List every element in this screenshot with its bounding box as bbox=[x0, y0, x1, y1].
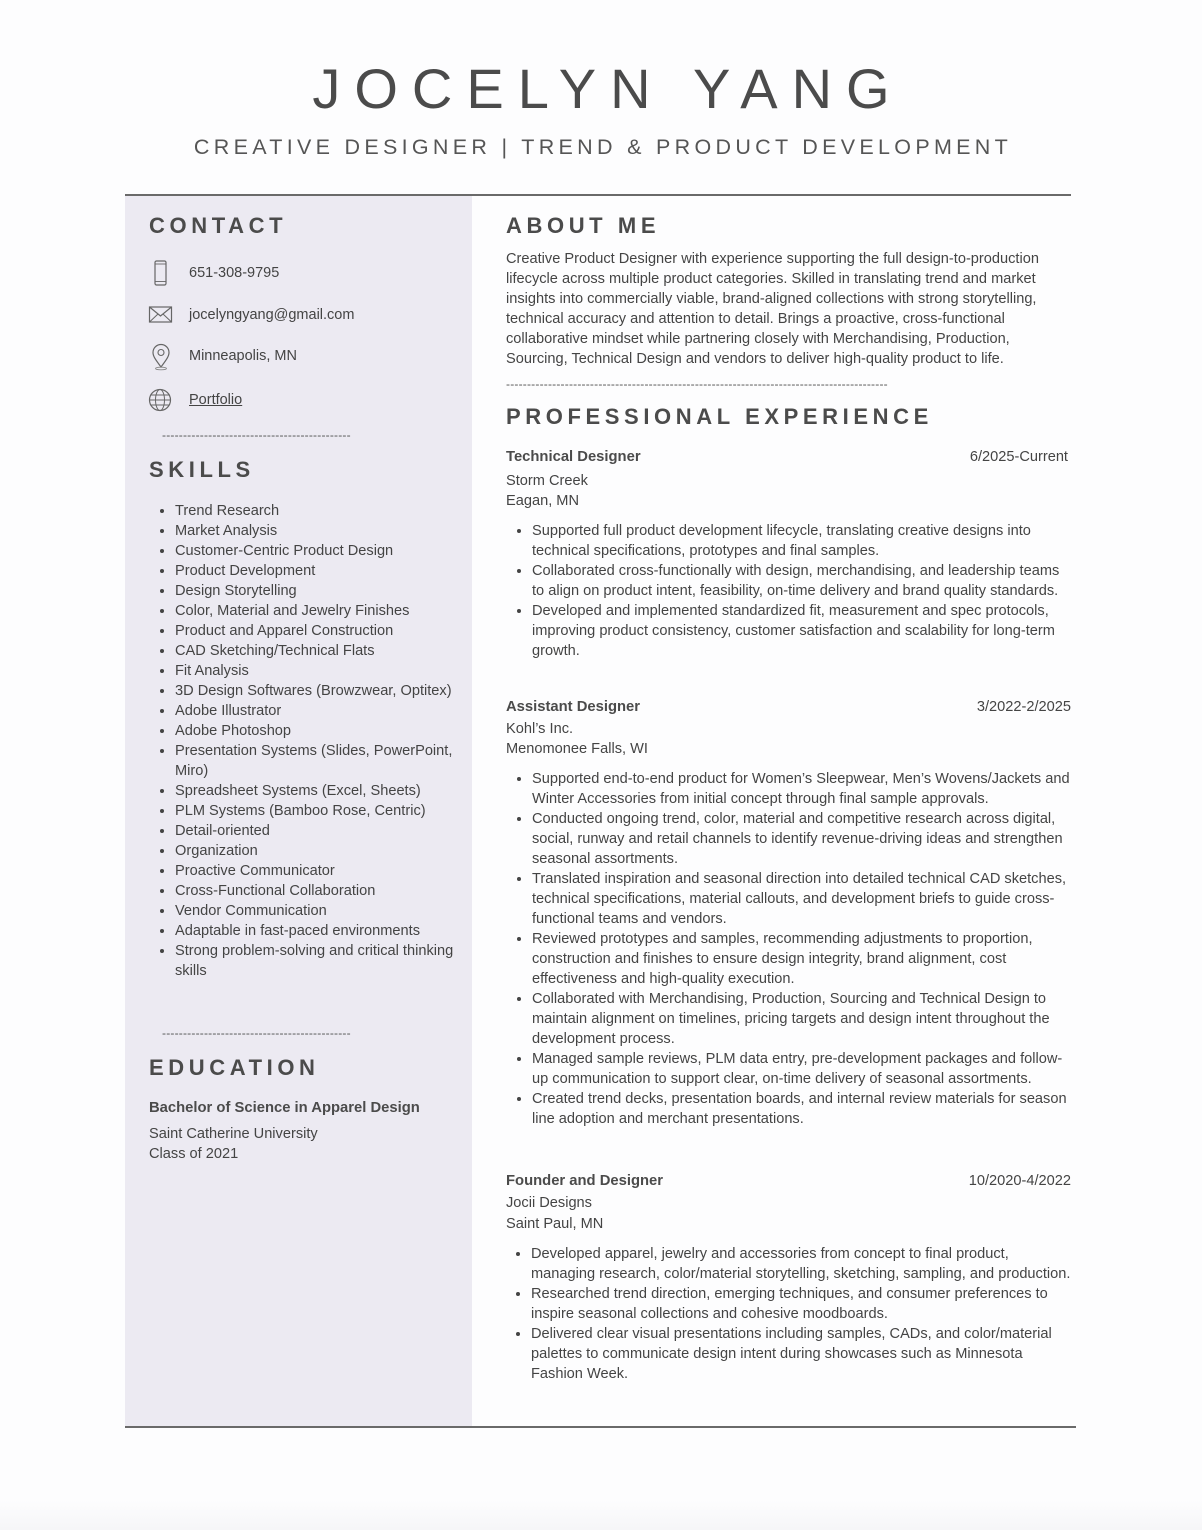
skill-item: • Product and Apparel Construction bbox=[175, 621, 475, 641]
contact-email bbox=[148, 302, 355, 328]
skill-item: • PLM Systems (Bamboo Rose, Centric) bbox=[175, 801, 475, 821]
skill-item: • Fit Analysis bbox=[175, 661, 475, 681]
main-divider: ------------------------------------------------------------------------------------------- bbox=[506, 377, 888, 391]
job-bullet: • Conducted ongoing trend, color, material and competitive research across digital, social, runway and retail channels to identify revenue-driving ideas and strengthen seasonal assortments. bbox=[532, 809, 1072, 869]
job-company: Jocii Designs bbox=[506, 1195, 592, 1211]
job-location: Eagan, MN bbox=[506, 493, 580, 509]
skill-item: • Detail-oriented bbox=[175, 821, 475, 841]
job-bullet: • Developed apparel, jewelry and accessories from concept to final product, managing research, color/material storytelling, sketching, sampling, and production. bbox=[531, 1244, 1071, 1284]
skill-item: • Color, Material and Jewelry Finishes bbox=[175, 601, 475, 621]
job-title: Assistant Designer bbox=[506, 699, 641, 715]
job-bullet: • Managed sample reviews, PLM data entry, pre-development packages and follow-up communication to support clear, on-time delivery of seasonal assortments. bbox=[532, 1049, 1072, 1089]
skills-title: SKILLS bbox=[149, 457, 255, 482]
education-year: Class of 2021 bbox=[149, 1146, 239, 1162]
skill-item: • Adaptable in fast-paced environments bbox=[175, 921, 475, 941]
contact-location-text: Minneapolis, MN bbox=[189, 348, 297, 364]
sidebar-divider-1: --------------------------------------------- bbox=[162, 428, 351, 442]
job-company: Kohl’s Inc. bbox=[506, 721, 574, 737]
mail-icon bbox=[148, 302, 174, 328]
contact-phone bbox=[148, 260, 280, 286]
job-bullet: • Researched trend direction, emerging techniques, and consumer preferences to inspire seasonal collections and cohesive moodboards. bbox=[531, 1284, 1071, 1324]
portfolio-link[interactable]: Portfolio bbox=[189, 392, 243, 408]
education-school: Saint Catherine University bbox=[149, 1126, 318, 1142]
skill-item: • Product Development bbox=[175, 561, 475, 581]
about-title: ABOUT ME bbox=[506, 213, 661, 238]
resume-subtitle: CREATIVE DESIGNER | TREND & PRODUCT DEVELOPMENT bbox=[193, 135, 1013, 159]
contact-email-text: jocelyngyang@gmail.com bbox=[189, 307, 355, 323]
job-date: 6/2025-Current bbox=[969, 449, 1068, 465]
about-text: Creative Product Designer with experience supporting the full design-to-production lifecycle across multiple product categories. Skilled in translating trend and market insights into commercially viable, brand-aligned collections with strong storytelling, technical accuracy and attention to detail. Brings a proactive, cross-functional collaborative mindset while partnering closely with Merchandising, Production, Sourcing, Technical Design and vendors to deliver high-quality product to life. bbox=[506, 251, 1039, 367]
education-degree: Bachelor of Science in Apparel Design bbox=[149, 1100, 420, 1116]
job-bullet: • Translated inspiration and seasonal direction into detailed technical CAD sketches, technical specifications, material callouts, and development briefs to guide cross-functional teams and vendors. bbox=[532, 869, 1072, 929]
job-bullets bbox=[504, 521, 1072, 661]
contact-location bbox=[148, 343, 297, 369]
job-bullet: • Developed and implemented standardized fit, measurement and spec protocols, improving product consistency, customer satisfaction and scalability for long-term growth. bbox=[532, 601, 1072, 661]
job-bullet: • Created trend decks, presentation boards, and internal review materials for season line adoption and merchant presentations. bbox=[532, 1089, 1072, 1129]
skill-item: • Design Storytelling bbox=[175, 581, 475, 601]
job-bullets bbox=[504, 769, 1072, 1129]
sidebar-divider-2: --------------------------------------------- bbox=[162, 1026, 351, 1040]
skill-item: • Cross-Functional Collaboration bbox=[175, 881, 475, 901]
job-title: Technical Designer bbox=[506, 449, 641, 465]
skill-item: • Spreadsheet Systems (Excel, Sheets) bbox=[175, 781, 475, 801]
skill-item: • Market Analysis bbox=[175, 521, 475, 541]
skill-item: • Adobe Illustrator bbox=[175, 701, 475, 721]
job-location: Saint Paul, MN bbox=[506, 1216, 604, 1232]
job-bullet: • Supported end-to-end product for Women’s Sleepwear, Men’s Wovens/Jackets and Winter Accessories from initial concept through final sample approvals. bbox=[532, 769, 1072, 809]
job-date: 10/2020-4/2022 bbox=[968, 1173, 1071, 1189]
bottom-rule bbox=[125, 1426, 1076, 1428]
skill-item: • Adobe Photoshop bbox=[175, 721, 475, 741]
location-pin-icon bbox=[148, 343, 174, 369]
skill-item: • Vendor Communication bbox=[175, 901, 475, 921]
education-title: EDUCATION bbox=[149, 1055, 320, 1080]
job-location: Menomonee Falls, WI bbox=[506, 741, 648, 757]
skill-item: • Presentation Systems (Slides, PowerPoint, Miro) bbox=[175, 741, 475, 781]
skill-item: • Trend Research bbox=[175, 501, 475, 521]
phone-icon bbox=[148, 260, 174, 286]
job-bullets bbox=[503, 1244, 1071, 1384]
job-bullet: • Delivered clear visual presentations including samples, CADs, and color/material palettes to communicate design intent during showcases such as Minnesota Fashion Week. bbox=[531, 1324, 1071, 1384]
skill-item: • Proactive Communicator bbox=[175, 861, 475, 881]
job-bullet: • Collaborated cross-functionally with design, merchandising, and leadership teams to align on product intent, feasibility, on-time delivery and brand quality standards. bbox=[532, 561, 1072, 601]
job-company: Storm Creek bbox=[506, 473, 588, 489]
resume-name: JOCELYN YANG bbox=[312, 57, 904, 120]
skill-item: • Customer-Centric Product Design bbox=[175, 541, 475, 561]
experience-title: PROFESSIONAL EXPERIENCE bbox=[506, 404, 933, 429]
skills-list bbox=[147, 501, 475, 981]
job-date: 3/2022-2/2025 bbox=[976, 699, 1071, 715]
job-bullet: • Reviewed prototypes and samples, recommending adjustments to proportion, construction and finishes to ensure design integrity, brand alignment, cost effectiveness and high-quality execution. bbox=[532, 929, 1072, 989]
contact-phone-text: 651-308-9795 bbox=[189, 265, 280, 281]
skill-item: • CAD Sketching/Technical Flats bbox=[175, 641, 475, 661]
skill-item: • Strong problem-solving and critical thinking skills bbox=[175, 941, 475, 981]
job-bullet: • Collaborated with Merchandising, Production, Sourcing and Technical Design to maintain alignment on timelines, pricing targets and design intent throughout the development process. bbox=[532, 989, 1072, 1049]
job-bullet: • Supported full product development lifecycle, translating creative designs into technical specifications, prototypes and final samples. bbox=[532, 521, 1072, 561]
globe-icon bbox=[148, 387, 174, 413]
contact-title: CONTACT bbox=[149, 213, 288, 238]
skill-item: • 3D Design Softwares (Browzwear, Optitex) bbox=[175, 681, 475, 701]
job-title: Founder and Designer bbox=[506, 1173, 664, 1189]
contact-portfolio[interactable] bbox=[148, 387, 243, 413]
page-fade bbox=[0, 1500, 1202, 1530]
skill-item: • Organization bbox=[175, 841, 475, 861]
